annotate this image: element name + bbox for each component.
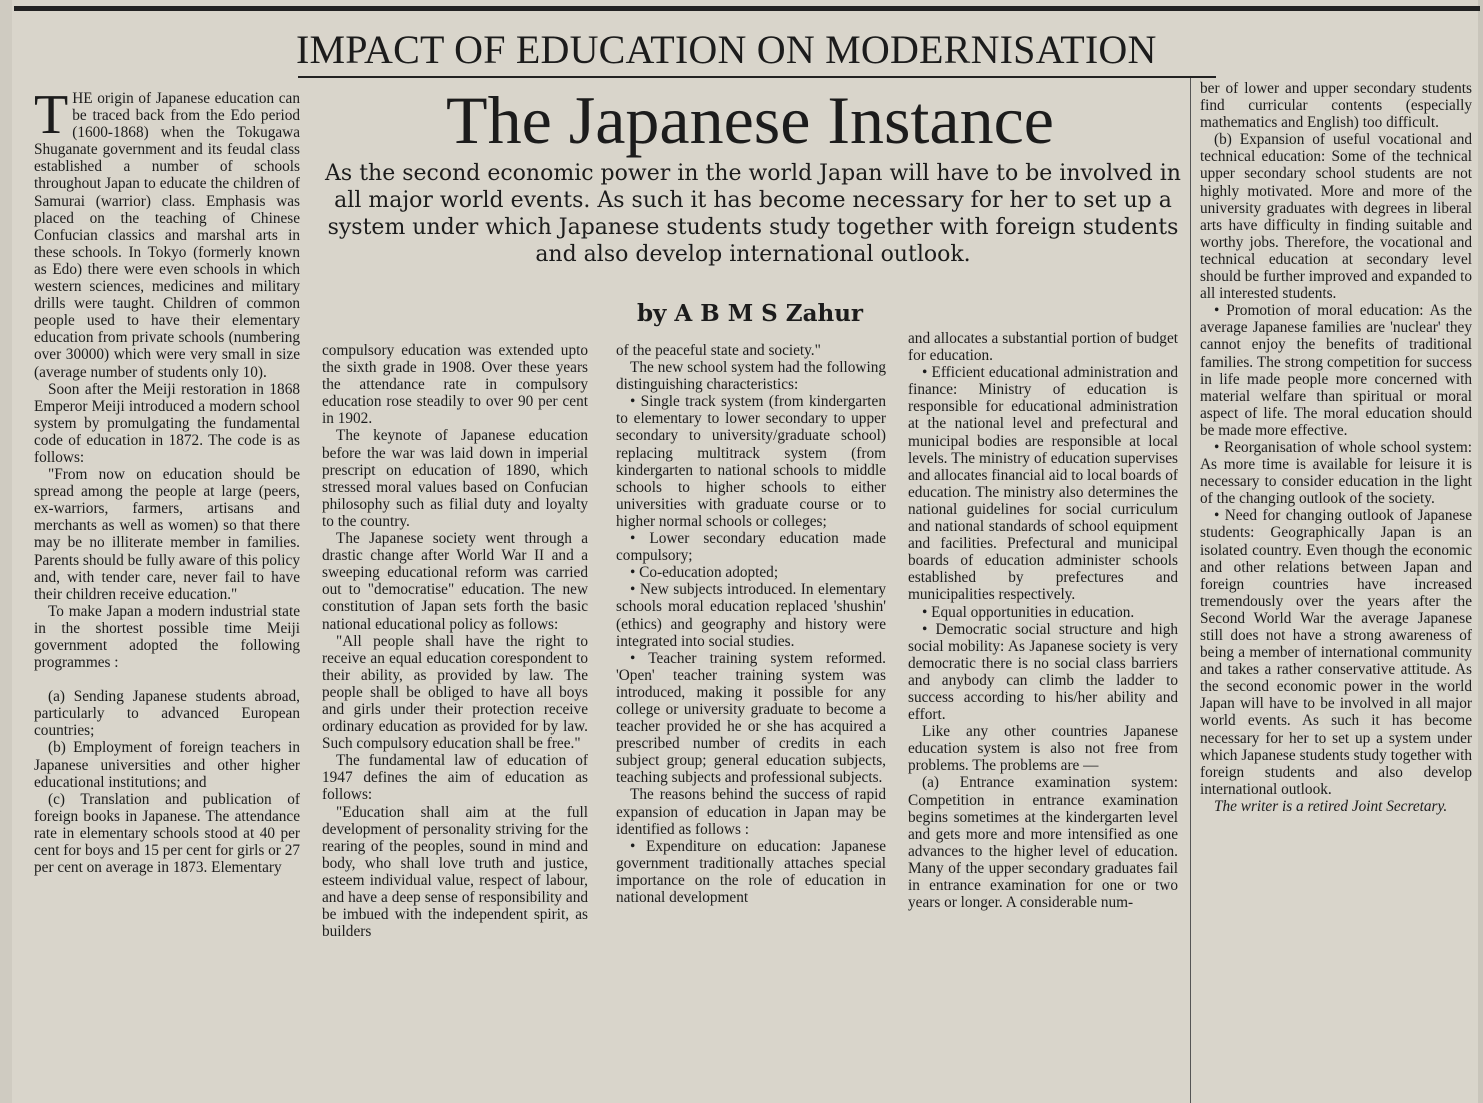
writer-note-text: The writer is a retired Joint Secretary. [1214, 797, 1448, 815]
paragraph [34, 90, 300, 381]
paragraph: "From now on education should be spread among the people at large (peers, ex-warriors, farmers, artisans and merchants as well as women) so that there may be no illiterate member in families. Parents should be fully aware of this policy and, with tender care, never fail to have their children receive education." [34, 466, 300, 603]
column-rule [1190, 78, 1191, 1103]
spacer [34, 671, 300, 688]
paragraph: and allocates a substantial portion of budget for education. [908, 330, 1178, 365]
page-edge-left [0, 0, 12, 1103]
paragraph: Soon after the Meiji restoration in 1868 Emperor Meiji introduced a modern school system by promulgating the fundamental code of education in 1872. The code is as follows: [34, 380, 300, 466]
top-rule [14, 6, 1480, 11]
paragraph: "All people shall have the right to receive an equal education corespondent to their ability, as provided by law. The people shall be obliged to have all boys and girls under their protection receive ordinary education as provided for by law. Such compulsory education shall be free." [322, 632, 588, 753]
paragraph: (a) Entrance examination system: Competition in entrance examination begins sometimes at the kindergarten level and gets more and more intensified as one advances to the higher level of education. Many of the upper secondary graduates fail in entrance examination for one or two years or longer. A considerable num- [908, 774, 1178, 912]
paragraph: To make Japan a modern industrial state in the shortest possible time Meiji government adopted the following programmes : [34, 602, 300, 672]
paragraph: • Teacher training system reformed. 'Open' teacher training system was introduced, making it possible for any college or university graduate to become a teacher provided he or she has acquired a prescribed number of credits in each subject group; general education subjects, teaching subjects and professional subjects. [616, 649, 886, 787]
paragraph: • Efficient educational administration and finance: Ministry of education is responsible for educational administration at the national level and prefectural and municipal bodies are responsible at local levels. The ministry of education supervises and allocates financial aid to local boards of education. The ministry also determines the national guidelines for social curriculum and national standards of school equipment and facilities. Prefectural and municipal boards of education administer schools established by prefectures and municipalities respectively. [908, 364, 1178, 604]
article-column-3 [616, 342, 886, 1103]
paragraph: The new school system had the following distinguishing characteristics: [616, 359, 886, 394]
paragraph: "Education shall aim at the full development of personality striving for the rearing of the peoples, sound in mind and body, who shall love truth and justice, esteem individual value, respect of labour, and have a deep sense of responsibility and be imbued with the independent spirit, as builders [322, 803, 588, 941]
paragraph: (c) Translation and publication of foreign books in Japanese. The attendance rate in elementary schools stood at 40 per cent for boys and 15 per cent for girls or 27 per cent on average in 1873. Elementary [34, 790, 300, 877]
article-column-2 [322, 342, 588, 1103]
paragraph: of the peaceful state and society." [616, 342, 821, 359]
kicker-rule [298, 76, 1216, 78]
paragraph: • Need for changing outlook of Japanese students: Geographically Japan is an isolated country. Even though the economic and other relations between Japan and foreign countries have increased tremendously over the years after the Second World War the average Japanese still does not have a strong awareness of being a member of international community and takes a rather conservative attitude. As the second economic power in the world Japan will have to be involved in all major world events. As such it has become necessary for her to set up a system under which Japanese students study together with foreign students and also develop international outlook. [1200, 507, 1472, 798]
paragraph: • Co-education adopted; [630, 564, 779, 582]
paragraph: The fundamental law of education of 1947 defines the aim of education as follows: [322, 752, 588, 804]
paragraph-text: HE origin of Japanese education can be traced back from the Edo period (1600-1868) when the Tokugawa Shuganate government and its feudal class established a number of schools throughout Japan to educate the children of Samurai (warrior) class. Emphasis was placed on the teaching of Chinese Confucian classics and marshal arts in these schools. In Tokyo (formerly known as Edo) there were even schools in which western sciences, medicines and military drills were taught. Children of common people used to have their elementary education from private schools (numbering over 30000) which were very small in size (average number of students only 10). [34, 90, 300, 381]
paragraph: ber of lower and upper secondary students find curricular contents (especially mathematics and English) too difficult. [1200, 80, 1472, 132]
deck-summary: As the second economic power in the world Japan will have to be involved in all major world events. As such it has become necessary for her to set up a system under which Japanese students study together with foreign students and also develop international outlook. [325, 161, 1181, 267]
paragraph: Like any other countries Japanese education system is also not free from problems. The problems are — [908, 723, 1178, 775]
byline: by A B M S Zahur [636, 300, 864, 327]
article-column-4 [908, 330, 1178, 1103]
paragraph: The Japanese society went through a drastic change after World War II and a sweeping educational reform was carried out to "democratise" education. The new constitution of Japan sets forth the basic national educational policy as follows: [322, 530, 588, 633]
paragraph: (b) Employment of foreign teachers in Japanese universities and other higher educational institutions; and [34, 739, 300, 791]
paragraph: • Reorganisation of whole school system: As more time is available for leisure it is necessary to consider education in the light of the changing outlook of the society. [1200, 438, 1472, 508]
paragraph: The reasons behind the success of rapid expansion of education in Japan may be identified as follows : [616, 786, 886, 838]
article-column-1 [34, 90, 300, 1103]
writer-note [1200, 798, 1472, 815]
paragraph: • Expenditure on education: Japanese government traditionally attaches special importance on the role of education in national development [616, 837, 886, 906]
paragraph: • Single track system (from kindergarten to elementary to lower secondary to upper secondary to university/graduate school) replacing multitrack system (from kindergarten to national schools to middle schools to higher schools to either universities with graduate course or to higher normal schools or colleges; [616, 393, 886, 530]
paragraph: • Democratic social structure and high social mobility: As Japanese society is very democratic there is no social class barriers and anybody can climb the ladder to success according to his/her ability and effort. [908, 620, 1178, 724]
article-column-5 [1200, 80, 1472, 1103]
paragraph: compulsory education was extended upto the sixth grade in 1908. Over these years the attendance rate in compulsory education rose steadily to over 90 per cent in 1902. [322, 342, 588, 428]
drop-cap: T [34, 90, 69, 146]
paragraph: • New subjects introduced. In elementary schools moral education replaced 'shushin' (ethics) and geography and history were integrated into social studies. [616, 581, 886, 650]
paragraph: (b) Expansion of useful vocational and technical education: Some of the technical upper secondary school students are not highly motivated. More and more of the university graduates with degrees in liberal arts have difficulty in finding suitable and worthy jobs. Therefore, the vocational and technical education at secondary level should be further improved and expanded to all interested students. [1200, 131, 1472, 303]
kicker-heading: IMPACT OF EDUCATION ON MODERNISATION [296, 27, 1157, 72]
paragraph: • Lower secondary education made compulsory; [616, 530, 886, 565]
paragraph: (a) Sending Japanese students abroad, particularly to advanced European countries; [34, 688, 300, 740]
paragraph: • Equal opportunities in education. [922, 603, 1135, 621]
headline: The Japanese Instance [446, 82, 1054, 158]
page-edge-right [1478, 0, 1483, 1103]
paragraph: The keynote of Japanese education before the war was laid down in imperial prescript on education of 1890, which stressed moral values based on Confucian philosophy such as filial duty and loyalty to the country. [322, 427, 588, 530]
paragraph: • Promotion of moral education: As the average Japanese families are 'nuclear' they cannot enjoy the benefits of traditional families. The strong competition for success in life made people more concerned with material welfare than spiritual or moral aspect of life. The moral education should be made more effective. [1200, 302, 1472, 439]
